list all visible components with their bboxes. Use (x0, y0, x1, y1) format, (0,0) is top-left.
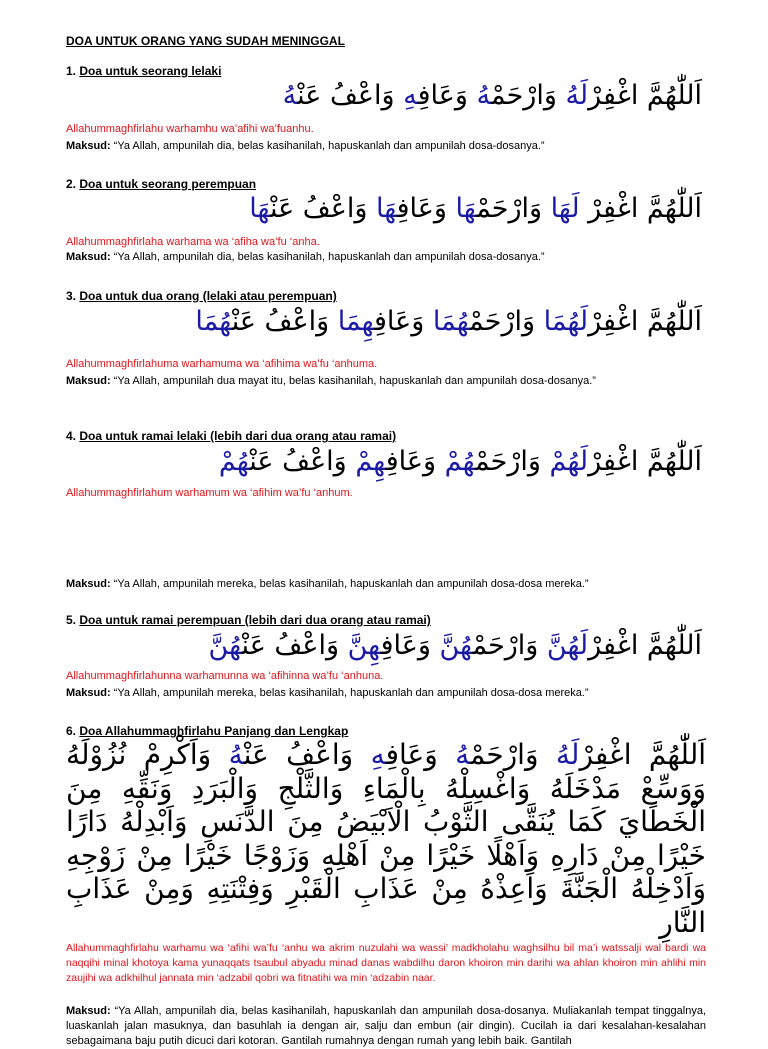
arabic-text: اَللّٰهُمَّ اغْفِرْ (588, 80, 702, 111)
section-2-arabic (62, 193, 702, 225)
arabic-text: وَارْحَمْ (472, 630, 547, 661)
arabic-pronoun: هُ (282, 80, 298, 111)
section-6-arabic (66, 738, 706, 939)
arabic-pronoun: هِمْ (355, 446, 386, 477)
arabic-text: وَاعْفُ عَنْ (269, 193, 376, 224)
arabic-text: وَعَافِ (385, 738, 456, 771)
arabic-pronoun: هُنَّ (439, 630, 473, 661)
arabic-text: وَعَافِ (374, 306, 433, 337)
maksud-label: Maksud: (66, 687, 111, 699)
arabic-pronoun: لَهُ (555, 738, 580, 771)
section-5-heading (66, 613, 431, 627)
arabic-pronoun: لَهُمَا (543, 306, 589, 337)
arabic-pronoun: هِ (403, 80, 418, 111)
arabic-pronoun: هَا (249, 193, 270, 224)
section-2-meaning (66, 250, 706, 265)
section-title: Doa Allahummaghfirlahu Panjang dan Lengkap (79, 724, 349, 738)
arabic-text: وَاعْفُ عَنْ (297, 80, 404, 111)
section-2-heading (66, 177, 256, 191)
arabic-pronoun: هِمَا (337, 306, 375, 337)
arabic-text: وَاعْفُ عَنْ (241, 630, 348, 661)
section-4-heading (66, 429, 396, 443)
section-3-heading (66, 289, 337, 303)
arabic-text: وَارْحَمْ (470, 738, 556, 771)
section-6-heading (66, 724, 348, 738)
arabic-text: وَارْحَمْ (469, 306, 544, 337)
arabic-pronoun: لَهُ (565, 80, 589, 111)
arabic-pronoun: لَهُنَّ (546, 630, 589, 661)
arabic-pronoun: هُ (476, 80, 491, 111)
section-title: Doa untuk seorang lelaki (79, 64, 222, 78)
section-3-meaning (66, 374, 706, 389)
section-4-arabic (62, 446, 702, 478)
maksud-text: “Ya Allah, ampunilah dia, belas kasihanilah, hapuskanlah dan ampunilah dosa-dosanya.” (110, 140, 545, 152)
arabic-text: وَارْحَمْ (475, 446, 550, 477)
arabic-pronoun: لَهُمْ (549, 446, 589, 477)
section-3-transliteration: Allahummaghfirlahuma warhamuma wa ‘afihima wa’fu ‘anhuma. (66, 358, 378, 370)
maksud-label: Maksud: (66, 578, 111, 590)
arabic-pronoun: هُمَا (432, 306, 470, 337)
maksud-text: “Ya Allah, ampunilah dia, belas kasihanilah, hapuskanlah dan ampunilah dosa-dosanya.” (110, 251, 545, 263)
section-4-meaning (66, 577, 706, 592)
arabic-pronoun: هُمَا (195, 306, 232, 337)
section-1-arabic (62, 80, 702, 112)
arabic-text: اَللّٰهُمَّ اغْفِرْ (588, 446, 702, 477)
arabic-text: اَللّٰهُمَّ اغْفِرْ (579, 738, 707, 771)
arabic-text: وَاعْفُ عَنْ (249, 446, 356, 477)
maksud-text: “Ya Allah, ampunilah mereka, belas kasihanilah, hapuskanlah dan ampunilah dosa-dosa mereka.” (110, 687, 589, 699)
arabic-pronoun: هَا (455, 193, 477, 224)
arabic-text: وَعَافِ (417, 80, 477, 111)
arabic-text: وَاعْفُ عَنْ (243, 738, 371, 771)
section-1-heading (66, 64, 221, 78)
section-5-transliteration: Allahummaghfirlahunna warhamunna wa ‘afihinna wa’fu ‘anhuna. (66, 670, 384, 682)
arabic-pronoun: لَهَا (550, 193, 580, 224)
arabic-text: اَللّٰهُمَّ اغْفِرْ (579, 193, 702, 224)
arabic-text: وَاعْفُ عَنْ (231, 306, 338, 337)
arabic-text: وَعَافِ (396, 193, 456, 224)
maksud-label: Maksud: (66, 251, 111, 263)
section-5-meaning (66, 686, 706, 701)
section-title: Doa untuk seorang perempuan (79, 177, 257, 191)
arabic-pronoun: هُمْ (218, 446, 250, 477)
arabic-text: وَارْحَمْ (476, 193, 551, 224)
section-number: 2. (66, 177, 77, 191)
section-title: Doa untuk ramai lelaki (lebih dari dua orang atau ramai) (79, 429, 397, 443)
arabic-pronoun: هُمْ (444, 446, 476, 477)
maksud-text: “Ya Allah, ampunilah mereka, belas kasihanilah, hapuskanlah dan ampunilah dosa-dosa mereka.” (110, 578, 589, 590)
section-1-transliteration: Allahummaghfirlahu warhamhu wa’afihi wa’fuanhu. (66, 123, 314, 135)
arabic-text: اَللّٰهُمَّ اغْفِرْ (588, 306, 702, 337)
maksud-text: “Ya Allah, ampunilah dia, belas kasihanilah, hapuskanlah dan ampunilah dosa-dosanya. Muliakanlah tempat tinggalnya, luaskanlah jalan masuknya, dan basuhlah ia dengan air, salju dan embun (air dingin). Cucilah ia dari kesalahan-kesalahan sebagaimana baju putih dicuci dari kotoran. Gantilah rumahnya dengan rumah yang lebih baik. Gantilah (66, 1005, 706, 1047)
arabic-text: اَللّٰهُمَّ اغْفِرْ (588, 630, 702, 661)
section-number: 4. (66, 429, 77, 443)
section-4-transliteration: Allahummaghfirlahum warhamum wa ‘afihim wa’fu ‘anhum. (66, 487, 353, 499)
arabic-pronoun: هَا (375, 193, 397, 224)
arabic-pronoun: هُنَّ (208, 630, 242, 661)
section-3-arabic (62, 306, 702, 338)
arabic-text: وَعَافِ (380, 630, 440, 661)
arabic-pronoun: هِنَّ (347, 630, 381, 661)
section-1-meaning (66, 139, 706, 154)
arabic-pronoun: هُ (228, 738, 244, 771)
section-5-arabic (62, 630, 702, 662)
arabic-text: وَاَكْرِمْ نُزُوْلَهُ وَوَسِّعْ مَدْخَلَهُ وَاغْسِلْهُ بِالْمَاءِ وَالثَّلْجِ وَالْبَرَدِ وَنَقِّهِ مِنَ الْخَطَايَ كَمَا يُنَقَّى الثَّوْبُ الْاَبْيَضُ مِنَ الدَّنَسِ وَاَبْدِلْهُ دَارًا خَيْرًا مِنْ دَارِهِ وَاَهْلًا خَيْرًا مِنْ اَهْلِهِ وَزَوْجًا خَيْرًا مِنْ زَوْجِهِ وَاَدْخِلْهُ الْجَنَّةَ وَاَعِذْهُ مِنْ عَذَابِ الْقَبْرِ وَفِتْنَتِهِ وَمِنْ عَذَابِ النَّارِ (66, 738, 706, 939)
section-number: 3. (66, 289, 77, 303)
section-number: 5. (66, 613, 77, 627)
arabic-pronoun: هِ (370, 738, 386, 771)
arabic-text: وَعَافِ (385, 446, 445, 477)
section-6-transliteration: Allahummaghfirlahu warhamu wa ‘afihi wa’fu ‘anhu wa akrim nuzulahi wa wassi’ madkholahu waghsilhu bil ma’i watssalji wal bardi wa naqqihi minal khotoya kama yunaqqats tsaubul abyadu minad danas wabdilhu daron khoiron min darihi wa ahlan khoiron min ahlihi min zaujihi wa adkhilhul jannata min ‘adzabil qobri wa fitnatihi wa min ‘adzabin naar. (66, 942, 706, 984)
maksud-text: “Ya Allah, ampunilah dua mayat itu, belas kasihanilah, hapuskanlah dan ampunilah dosa-dosanya.” (110, 375, 596, 387)
section-6-meaning (66, 1004, 706, 1049)
section-title: Doa untuk ramai perempuan (lebih dari dua orang atau ramai) (79, 613, 431, 627)
section-number: 1. (66, 64, 77, 78)
maksud-label: Maksud: (66, 375, 111, 387)
section-title: Doa untuk dua orang (lelaki atau perempuan) (79, 289, 337, 303)
document-title: DOA UNTUK ORANG YANG SUDAH MENINGGAL (66, 34, 345, 48)
maksud-label: Maksud: (66, 140, 111, 152)
section-number: 6. (66, 724, 77, 738)
arabic-text: وَارْحَمْ (490, 80, 566, 111)
maksud-label: Maksud: (66, 1005, 111, 1017)
section-2-transliteration: Allahummaghfirlaha warhama wa ‘afiha wa’fu ‘anha. (66, 236, 320, 248)
arabic-pronoun: هُ (455, 738, 471, 771)
